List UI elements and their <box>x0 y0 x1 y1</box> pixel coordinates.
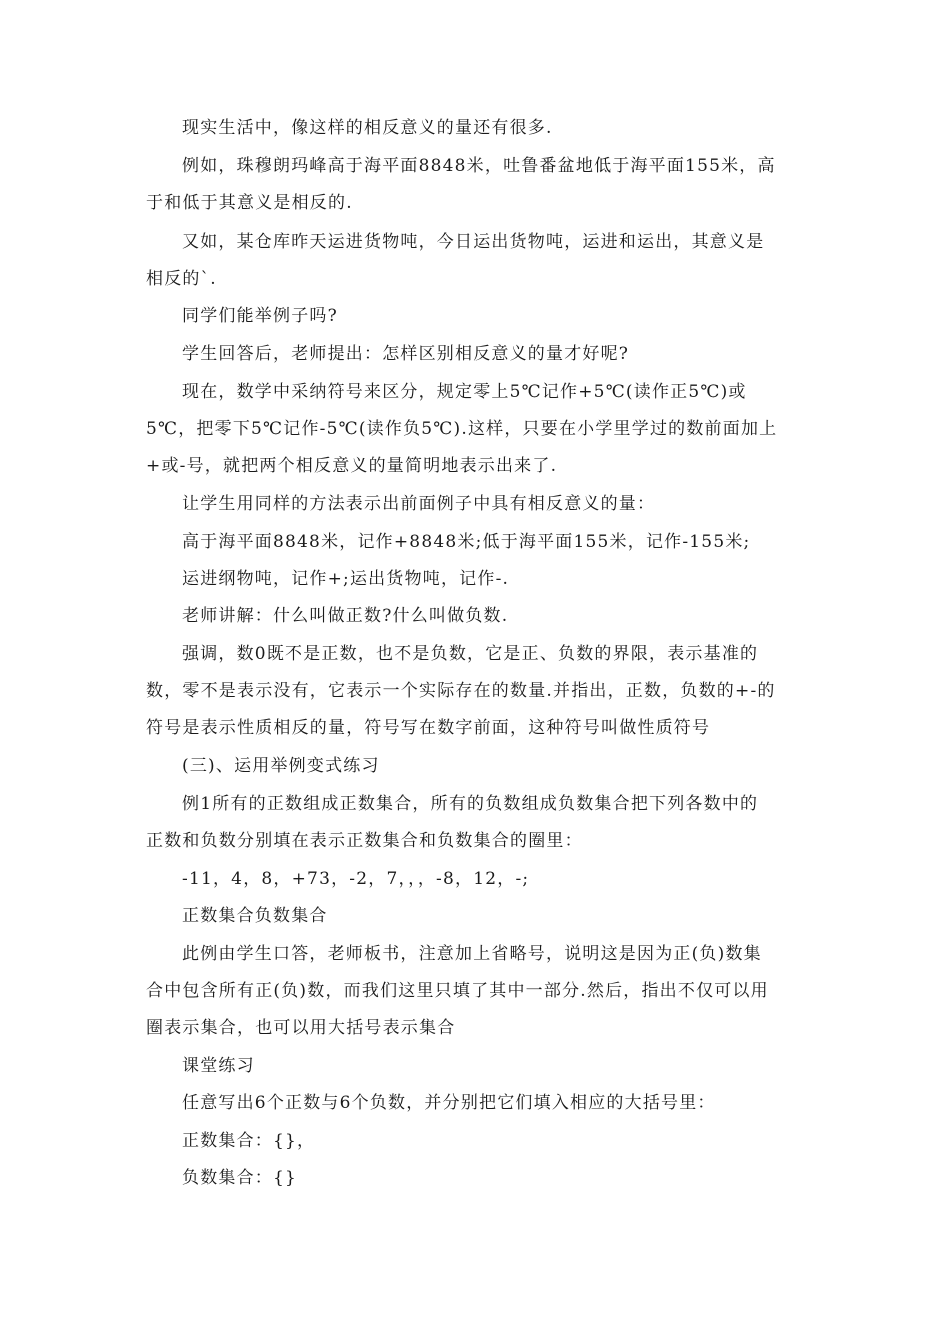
paragraph-line: 任意写出6个正数与6个负数，并分别把它们填入相应的大括号里： <box>182 1093 716 1113</box>
paragraph-line: 相反的`. <box>146 269 217 289</box>
paragraph-line: +或-号，就把两个相反意义的量简明地表示出来了. <box>146 456 558 476</box>
paragraph-line: 又如，某仓库昨天运进货物吨，今日运出货物吨，运进和运出，其意义是 <box>182 232 765 252</box>
document-body <box>146 118 806 1222</box>
paragraph-line: 正数集合负数集合 <box>182 906 328 926</box>
paragraph-line: 老师讲解：什么叫做正数?什么叫做负数. <box>182 606 509 626</box>
paragraph-line: 课堂练习 <box>182 1056 255 1076</box>
paragraph-line: 负数集合：{} <box>182 1168 298 1188</box>
paragraph-line: 符号是表示性质相反的量，符号写在数字前面，这种符号叫做性质符号 <box>146 718 711 738</box>
paragraph-line: 让学生用同样的方法表示出前面例子中具有相反意义的量： <box>182 494 656 514</box>
paragraph-line: -11，4，8，+73，-2，7，，，-8，12，-; <box>182 869 530 889</box>
paragraph-line: 圈表示集合，也可以用大括号表示集合 <box>146 1018 456 1038</box>
paragraph-line: 数，零不是表示没有，它表示一个实际存在的数量.并指出，正数，负数的+-的 <box>146 681 776 701</box>
paragraph-line: 现实生活中，像这样的相反意义的量还有很多. <box>182 118 553 138</box>
paragraph-line: 此例由学生口答，老师板书，注意加上省略号，说明这是因为正(负)数集 <box>182 944 762 964</box>
paragraph-line: 例1所有的正数组成正数集合，所有的负数组成负数集合把下列各数中的 <box>182 794 759 814</box>
paragraph-line: 正数和负数分别填在表示正数集合和负数集合的圈里： <box>146 831 583 851</box>
paragraph-line: (三)、运用举例变式练习 <box>182 756 380 776</box>
paragraph-line: 运进纲物吨，记作+;运出货物吨，记作-. <box>182 569 510 589</box>
paragraph-line: 于和低于其意义是相反的. <box>146 193 353 213</box>
paragraph-line: 例如，珠穆朗玛峰高于海平面8848米，吐鲁番盆地低于海平面155米，高 <box>182 156 776 176</box>
paragraph-line: 现在，数学中采纳符号来区分，规定零上5℃记作+5℃(读作正5℃)或 <box>182 382 747 402</box>
paragraph-line: 高于海平面8848米，记作+8848米;低于海平面155米，记作-155米; <box>182 532 751 552</box>
paragraph-line: 学生回答后，老师提出：怎样区别相反意义的量才好呢? <box>182 344 630 364</box>
paragraph-line: 正数集合：{}， <box>182 1131 316 1151</box>
paragraph-line: 合中包含所有正(负)数，而我们这里只填了其中一部分.然后，指出不仅可以用 <box>146 981 769 1001</box>
paragraph-line: 强调，数0既不是正数，也不是负数，它是正、负数的界限，表示基准的 <box>182 644 759 664</box>
paragraph-line: 5℃，把零下5℃记作-5℃(读作负5℃).这样，只要在小学里学过的数前面加上 <box>146 419 778 439</box>
paragraph-line: 同学们能举例子吗? <box>182 306 338 326</box>
